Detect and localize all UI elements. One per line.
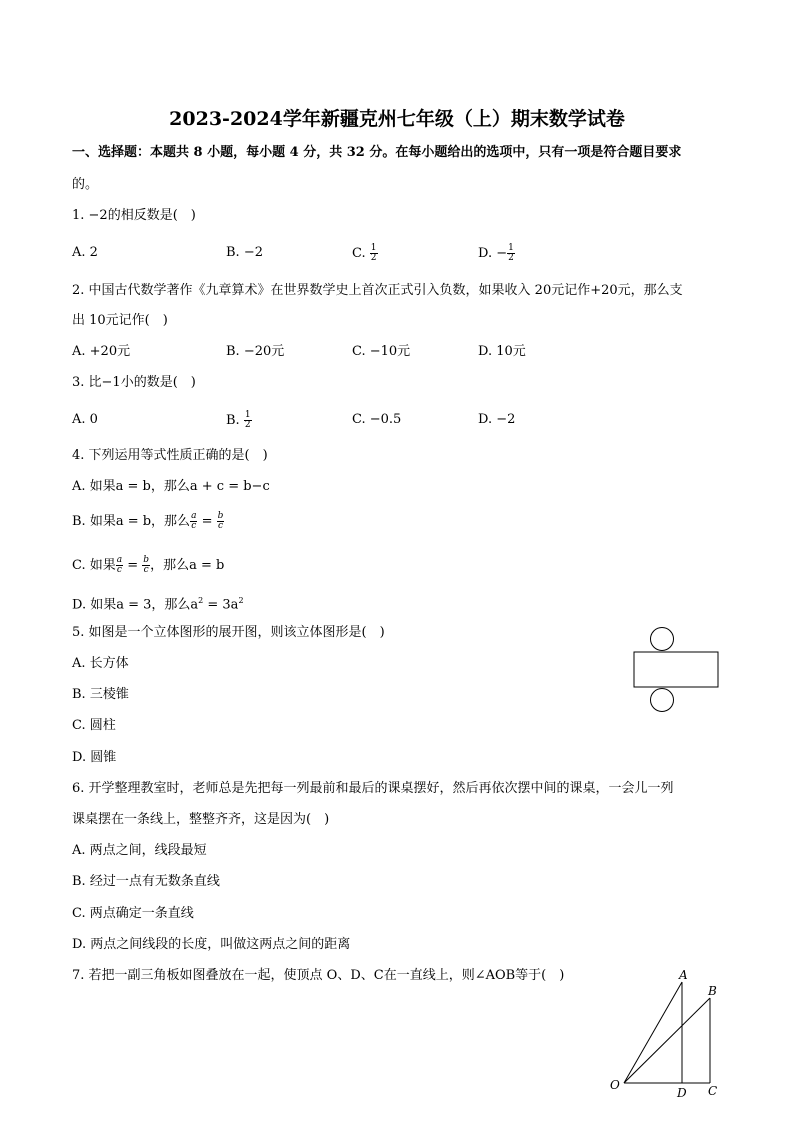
q4-option-d-mid: = 3a [203, 597, 239, 613]
q4-option-a[interactable]: A. 如果a = b，那么a + c = b−c [72, 479, 270, 494]
triangle-set-figure [606, 966, 736, 1102]
q4-option-d[interactable] [72, 592, 244, 614]
q4-option-d-exp2: 2 [238, 596, 244, 605]
page-title: 2023-2024学年新疆克州七年级（上）期末数学试卷 [169, 108, 625, 130]
label-d: D [677, 1086, 687, 1100]
q4-option-c[interactable]: C. 如果 $\frac{a}{c}$ = $\frac{b}{c}$ ，那么a = b [72, 555, 225, 575]
q2-option-c[interactable]: C. −10元 [352, 344, 411, 359]
q6-option-d[interactable]: D. 两点之间线段的长度，叫做这两点之间的距离 [72, 937, 351, 952]
q1-option-c-label: C. [352, 246, 366, 261]
q2-option-b[interactable]: B. −20元 [226, 344, 285, 359]
q4-option-b[interactable]: B. 如果a = b，那么 $\frac{a}{c}$ = $\frac{b}{c}$ [72, 511, 224, 531]
section-instructions: 一、选择题：本题共 8 小题，每小题 4 分，共 32 分。在每小题给出的选项中，只有一项是符合题目要求 [72, 145, 682, 160]
q4-option-b-label: B. 如果a = b，那么 [72, 514, 191, 529]
label-c: C [708, 1084, 718, 1098]
q3-option-b-fraction: $\frac{1}{2}$ [244, 410, 251, 430]
q4-option-c-tail: ，那么a = b [150, 558, 225, 573]
question-7-stem: 7. 若把一副三角板如图叠放在一起，使顶点 O、D、C在一直线上，则∠AOB等于( ) [72, 968, 565, 983]
q1-option-c-fraction: $\frac{1}{2}$ [370, 243, 377, 263]
label-o: O [610, 1078, 620, 1092]
question-2-stem: 2. 中国古代数学著作《九章算术》在世界数学史上首次正式引入负数，如果收入 20元记作+20元，那么支 [72, 283, 683, 298]
question-6-stem-cont: 课桌摆在一条线上，整整齐齐，这是因为( ) [72, 812, 330, 827]
q1-option-c[interactable] [352, 244, 378, 263]
line-oa [624, 982, 682, 1083]
q3-option-c[interactable]: C. −0.5 [352, 412, 402, 427]
q2-option-d[interactable]: D. 10元 [478, 344, 526, 359]
q4-option-b-frac-b: $\frac{b}{c}$ [217, 511, 224, 531]
q3-option-b[interactable] [226, 411, 252, 430]
q3-option-d[interactable]: D. −2 [478, 412, 516, 427]
question-2-stem-cont: 出 10元记作( ) [72, 313, 168, 328]
net-rectangle [634, 652, 718, 687]
q1-option-d[interactable] [478, 244, 515, 263]
q6-option-c[interactable]: C. 两点确定一条直线 [72, 906, 194, 921]
q1-option-d-fraction: $\frac{1}{2}$ [508, 243, 514, 263]
q5-option-a[interactable]: A. 长方体 [72, 656, 129, 671]
q2-option-a[interactable]: A. +20元 [72, 344, 131, 359]
q5-option-d[interactable]: D. 圆锥 [72, 750, 117, 765]
question-1-stem: 1. −2的相反数是( ) [72, 208, 196, 223]
q6-option-a[interactable]: A. 两点之间，线段最短 [72, 843, 207, 858]
q3-option-b-label: B. [226, 413, 240, 428]
question-6-stem: 6. 开学整理教室时，老师总是先把每一列最前和最后的课桌摆好，然后再依次摆中间的课桌，一会儿一列 [72, 781, 674, 796]
line-ob [624, 998, 710, 1083]
net-top-circle [651, 628, 674, 651]
q4-option-c-frac-b: $\frac{b}{c}$ [143, 555, 150, 575]
section-instructions-cont: 的。 [72, 177, 99, 192]
q4-option-d-label: D. 如果a = 3，那么a [72, 597, 199, 613]
net-bottom-circle [651, 689, 674, 712]
q1-option-d-label: D. − [478, 246, 508, 261]
q4-option-b-frac-a: $\frac{a}{c}$ [191, 511, 197, 531]
question-3-stem: 3. 比−1小的数是( ) [72, 375, 196, 390]
q5-option-b[interactable]: B. 三棱锥 [72, 687, 129, 702]
q1-option-b[interactable]: B. −2 [226, 245, 263, 260]
q4-option-c-frac-a: $\frac{a}{c}$ [116, 555, 123, 575]
q6-option-b[interactable]: B. 经过一点有无数条直线 [72, 874, 220, 889]
cylinder-net-figure [628, 624, 728, 716]
question-5-stem: 5. 如图是一个立体图形的展开图，则该立体图形是( ) [72, 625, 385, 640]
label-b: B [708, 984, 717, 998]
q1-option-a[interactable]: A. 2 [72, 245, 98, 260]
question-4-stem: 4. 下列运用等式性质正确的是( ) [72, 448, 268, 463]
label-a: A [679, 968, 688, 982]
q3-option-a[interactable]: A. 0 [72, 412, 98, 427]
q4-option-c-label: C. 如果 [72, 558, 116, 573]
q5-option-c[interactable]: C. 圆柱 [72, 718, 116, 733]
q4-option-d-exp1: 2 [198, 596, 204, 605]
